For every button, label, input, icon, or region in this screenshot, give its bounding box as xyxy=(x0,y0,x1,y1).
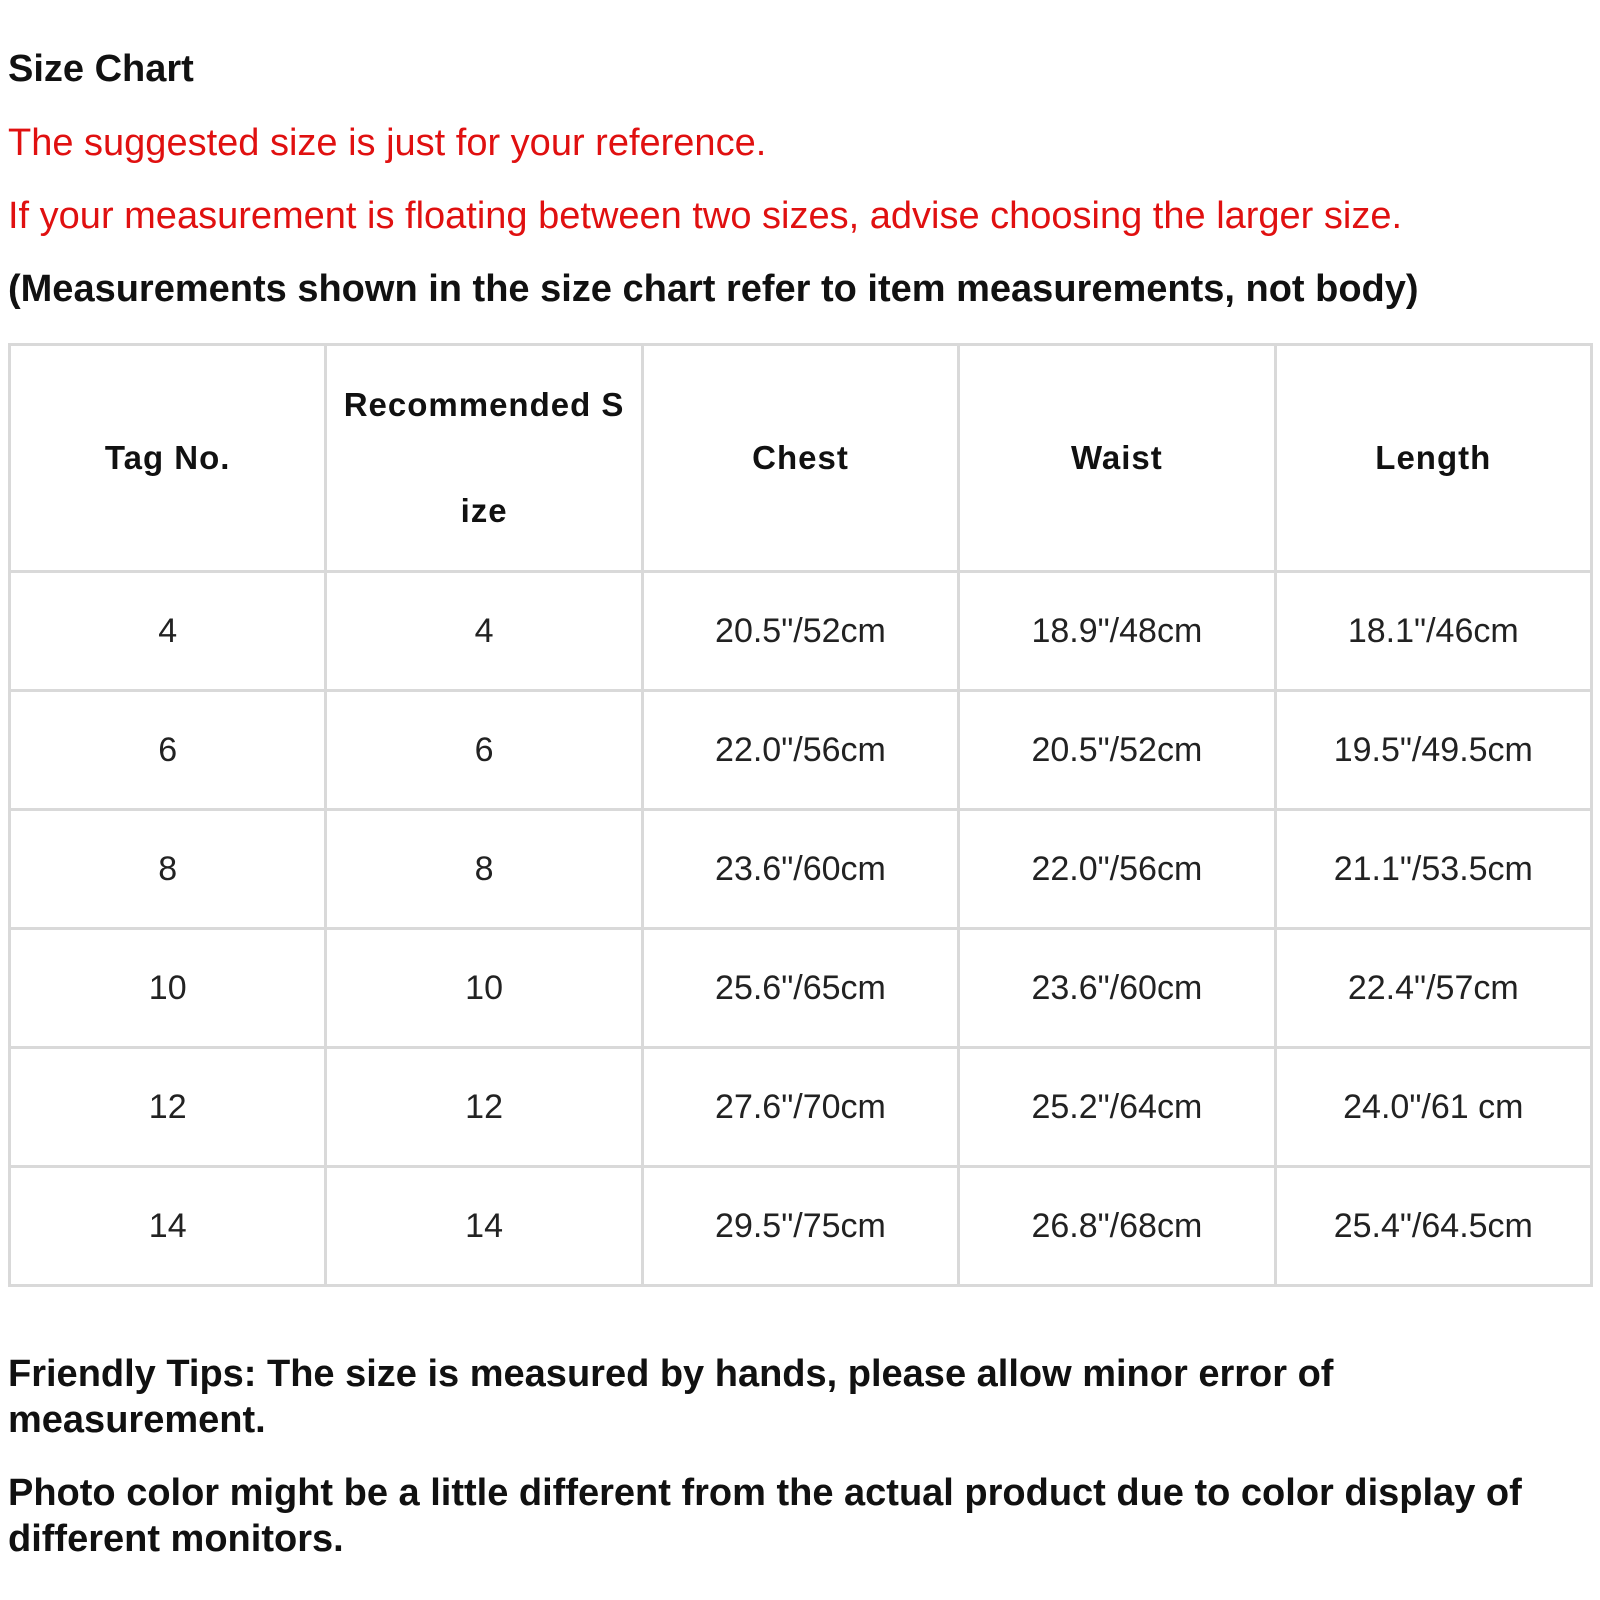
table-row xyxy=(10,691,1592,810)
cell-chest: 22.0"/56cm xyxy=(642,691,958,810)
header-waist: Waist xyxy=(959,345,1275,572)
cell-tag: 8 xyxy=(10,810,326,929)
cell-size: 8 xyxy=(326,810,642,929)
cell-tag: 6 xyxy=(10,691,326,810)
cell-size: 10 xyxy=(326,929,642,1048)
table-row xyxy=(10,1167,1592,1286)
cell-size: 6 xyxy=(326,691,642,810)
cell-chest: 20.5"/52cm xyxy=(642,572,958,691)
header-length: Length xyxy=(1275,345,1591,572)
cell-waist: 26.8"/68cm xyxy=(959,1167,1275,1286)
cell-chest: 27.6"/70cm xyxy=(642,1048,958,1167)
color-disclaimer: Photo color might be a little different from the actual product due to color display of different monitors. xyxy=(8,1472,1522,1560)
header-recommended-size-label: Recommended Size xyxy=(343,386,625,529)
measurement-disclaimer: (Measurements shown in the size chart refer to item measurements, not body) xyxy=(8,268,1419,310)
size-table-container xyxy=(8,343,1593,1287)
header-recommended-size xyxy=(326,345,642,572)
cell-waist: 25.2"/64cm xyxy=(959,1048,1275,1167)
table-row xyxy=(10,929,1592,1048)
cell-length: 22.4"/57cm xyxy=(1275,929,1591,1048)
reference-note: The suggested size is just for your reference. xyxy=(8,122,767,164)
cell-chest: 23.6"/60cm xyxy=(642,810,958,929)
cell-size: 12 xyxy=(326,1048,642,1167)
cell-tag: 10 xyxy=(10,929,326,1048)
cell-waist: 20.5"/52cm xyxy=(959,691,1275,810)
sizing-advice-note: If your measurement is floating between two sizes, advise choosing the larger size. xyxy=(8,195,1403,237)
header-chest: Chest xyxy=(642,345,958,572)
table-row xyxy=(10,1048,1592,1167)
cell-length: 19.5"/49.5cm xyxy=(1275,691,1591,810)
cell-length: 25.4"/64.5cm xyxy=(1275,1167,1591,1286)
cell-tag: 14 xyxy=(10,1167,326,1286)
header-tag-no: Tag No. xyxy=(10,345,326,572)
table-row xyxy=(10,810,1592,929)
cell-waist: 22.0"/56cm xyxy=(959,810,1275,929)
cell-length: 18.1"/46cm xyxy=(1275,572,1591,691)
cell-waist: 18.9"/48cm xyxy=(959,572,1275,691)
page-title: Size Chart xyxy=(8,48,194,90)
cell-tag: 4 xyxy=(10,572,326,691)
friendly-tips: Friendly Tips: The size is measured by hands, please allow minor error of measurement. xyxy=(8,1353,1334,1441)
cell-waist: 23.6"/60cm xyxy=(959,929,1275,1048)
cell-size: 14 xyxy=(326,1167,642,1286)
size-table xyxy=(8,343,1593,1287)
cell-tag: 12 xyxy=(10,1048,326,1167)
cell-chest: 25.6"/65cm xyxy=(642,929,958,1048)
table-row xyxy=(10,572,1592,691)
cell-length: 24.0"/61 cm xyxy=(1275,1048,1591,1167)
cell-chest: 29.5"/75cm xyxy=(642,1167,958,1286)
cell-length: 21.1"/53.5cm xyxy=(1275,810,1591,929)
table-header-row xyxy=(10,345,1592,572)
cell-size: 4 xyxy=(326,572,642,691)
